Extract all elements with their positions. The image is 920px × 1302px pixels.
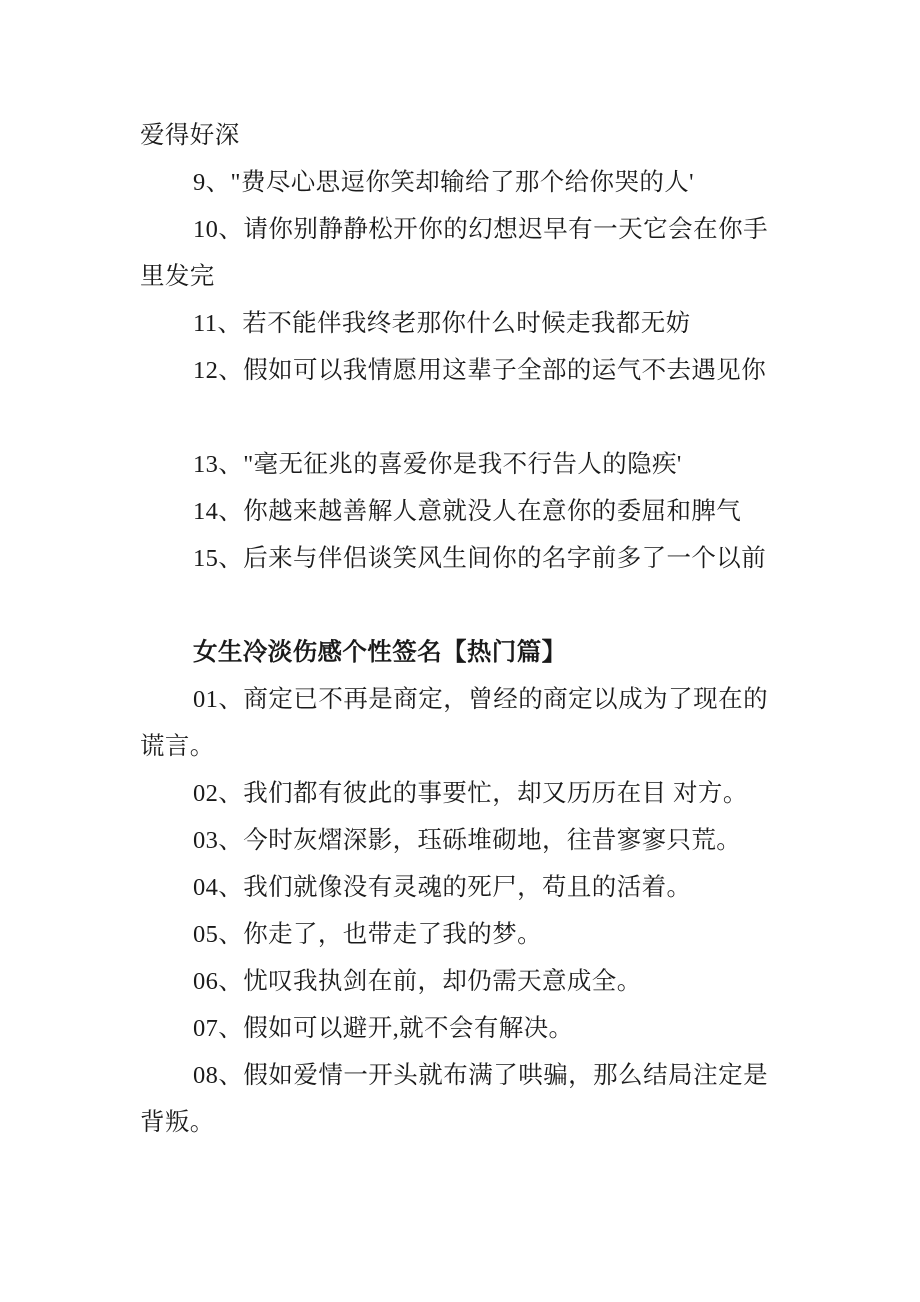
list-item: 04、我们就像没有灵魂的死尸，苟且的活着。 (193, 874, 692, 901)
continued-paragraph: 爱得好深 (140, 122, 240, 149)
document-body (140, 112, 768, 1146)
list-item: 07、假如可以避开,就不会有解决。 (193, 1015, 574, 1042)
list-item: 12、假如可以我情愿用这辈子全部的运气不去遇见你 (193, 357, 767, 384)
heading-spacer (140, 582, 768, 629)
list-item: 13、"毫无征兆的喜爱你是我不行告人的隐疾' (193, 451, 682, 478)
list-item: 11、若不能伴我终老那你什么时候走我都无妨 (193, 310, 691, 337)
list-item: 02、我们都有彼此的事要忙，却又历历在目 对方。 (193, 780, 748, 807)
list-item: 15、后来与伴侣谈笑风生间你的名字前多了一个以前 (193, 545, 767, 572)
list-item: 03、今时灰熠深影，珏砾堆砌地，往昔寥寥只荒。 (193, 827, 742, 854)
paragraph-spacer (140, 394, 768, 441)
list-item: 06、忧叹我执剑在前，却仍需天意成全。 (193, 968, 642, 995)
section-heading: 女生冷淡伤感个性签名【热门篇】 (193, 639, 567, 666)
list-item: 08、假如爱情一开头就布满了哄骗，那么结局注定是背叛。 (140, 1062, 768, 1136)
list-item: 05、你走了，也带走了我的梦。 (193, 921, 542, 948)
list-item: 9、"费尽心思逗你笑却输给了那个给你哭的人' (193, 169, 694, 196)
list-item: 10、请你别静静松开你的幻想迟早有一天它会在你手里发完 (140, 216, 768, 290)
list-item: 14、你越来越善解人意就没人在意你的委屈和脾气 (193, 498, 742, 525)
list-item: 01、商定已不再是商定，曾经的商定以成为了现在的谎言。 (140, 686, 768, 760)
